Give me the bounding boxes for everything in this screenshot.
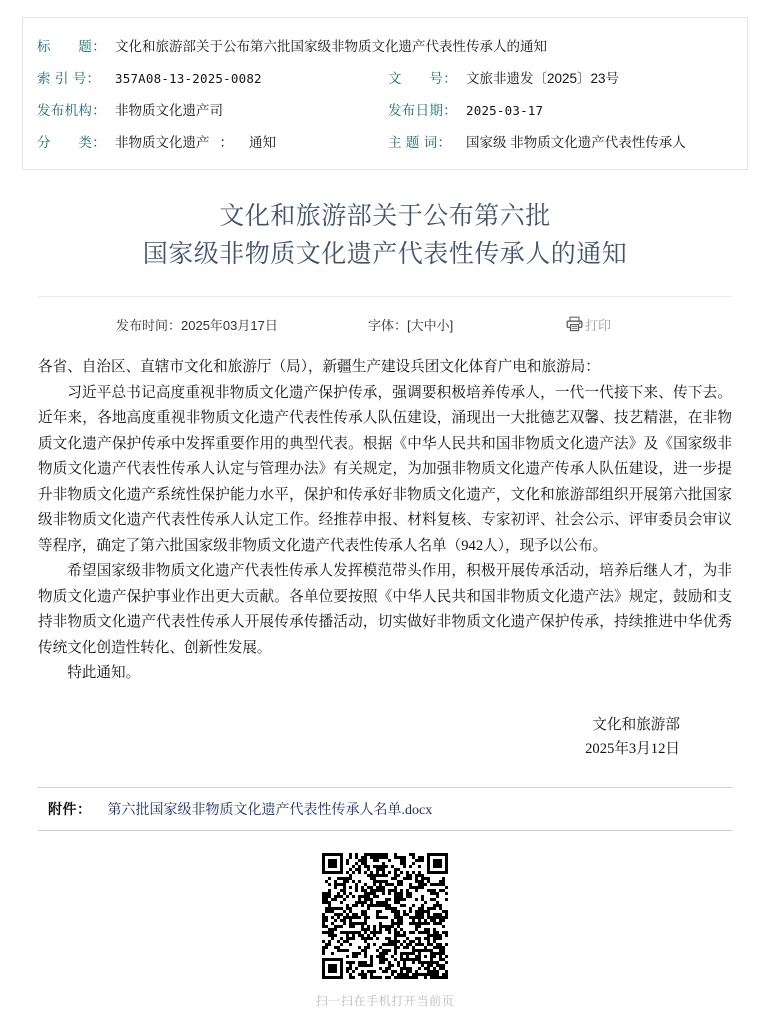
document-page: [0, 17, 770, 1008]
page-title-line-2: 国家级非物质文化遗产代表性传承人的通知: [142, 241, 628, 268]
metadata-category-primary: 非物质文化遗产: [115, 135, 210, 150]
page-title: [65, 198, 705, 274]
article-salutation: 各省、自治区、直辖市文化和旅游厅（局），新疆生产建设兵团文化体育广电和旅游局：: [38, 359, 600, 375]
metadata-row-agency: [23, 93, 747, 125]
metadata-label-title: 标 题：: [37, 39, 106, 54]
document-signature: [38, 713, 732, 761]
metadata-label-publish-date: 发布日期：: [388, 103, 457, 118]
page-title-line-1: 文化和旅游部关于公布第六批: [219, 203, 551, 230]
metadata-cell-issuing-agency: [23, 99, 378, 119]
article-paragraph-3: 特此通知。: [67, 665, 141, 681]
document-metadata-table: [22, 17, 748, 170]
metadata-value-issuing-agency: 非物质文化遗产司: [115, 103, 223, 118]
font-size-small-button[interactable]: 小: [436, 317, 450, 333]
metadata-label-category: 分 类：: [37, 135, 106, 150]
metadata-label-document-number: 文 号：: [388, 71, 457, 86]
metadata-value-category: [115, 131, 276, 151]
metadata-cell-category: [23, 131, 378, 151]
signature-date: 2025年3月12日: [585, 740, 680, 757]
metadata-cell-publish-date: [378, 99, 733, 119]
font-size-large-button[interactable]: 大: [410, 317, 424, 333]
metadata-value-title: 文化和旅游部关于公布第六批国家级非物质文化遗产代表性传承人的通知: [115, 39, 547, 54]
metadata-cell-subject-keywords: [378, 131, 733, 151]
title-divider: [38, 296, 732, 297]
qr-code-image: [322, 853, 448, 979]
metadata-cell-document-number: [378, 67, 733, 87]
metadata-value-subject-keywords: 国家级 非物质文化遗产代表性传承人: [466, 135, 686, 150]
attachment-row: [38, 799, 732, 819]
metadata-value-index-number: 357A08-13-2025-0082: [115, 71, 262, 86]
qr-caption: 扫一扫在手机打开当前页: [315, 993, 455, 1008]
metadata-row-index: [23, 61, 747, 93]
article-paragraph-2: 希望国家级非物质文化遗产代表性传承人发挥模范带头作用，积极开展传承活动，培养后继人才，为非物质文化遗产保护事业作出更大贡献。各单位要按照《中华人民共和国非物质文化遗产法》规定，鼓励和支持非物质文化遗产代表性传承人开展传承传播活动，切实做好非物质文化遗产保护传承，持续推进中华优秀传统文化创造性转化、创新性发展。: [38, 563, 732, 656]
metadata-label-index-number: 索 引 号：: [37, 71, 101, 86]
metadata-value-publish-date: 2025-03-17: [466, 103, 544, 118]
metadata-label-issuing-agency: 发布机构：: [37, 103, 106, 118]
metadata-cell-title: [23, 35, 747, 55]
article-body: [38, 355, 732, 687]
publish-time-text: 发布时间：2025年03月17日: [116, 317, 278, 333]
font-size-label: 字体：[: [368, 317, 411, 333]
attachment-section: [38, 787, 732, 831]
metadata-label-subject-keywords: 主 题 词：: [388, 135, 452, 150]
qr-section: [0, 853, 770, 1009]
metadata-category-secondary: 通知: [249, 135, 276, 150]
font-size-control: [368, 315, 518, 334]
metadata-row-title: [23, 29, 747, 61]
metadata-category-separator: ：: [219, 135, 233, 150]
print-button-label: 打印: [585, 317, 612, 333]
metadata-cell-index-number: [23, 67, 378, 87]
attachment-label: 附件：: [48, 802, 92, 818]
printer-icon: [566, 316, 583, 332]
font-size-medium-button[interactable]: 中: [423, 317, 437, 333]
metadata-row-category: [23, 125, 747, 157]
font-size-label-close: ]: [449, 317, 454, 333]
print-button[interactable]: [566, 315, 611, 334]
article-paragraph-1: 习近平总书记高度重视非物质文化遗产保护传承，强调要积极培养传承人，一代一代接下来、传下去。近年来，各地高度重视非物质文化遗产代表性传承人队伍建设，涌现出一大批德艺双馨、技艺精湛，在非物质文化遗产保护传承中发挥重要作用的典型代表。根据《中华人民共和国非物质文化遗产法》及《国家级非物质文化遗产代表性传承人认定与管理办法》有关规定，为加强非物质文化遗产传承人队伍建设，进一步提升非物质文化遗产系统性保护能力水平，保护和传承好非物质文化遗产，文化和旅游部组织开展第六批国家级非物质文化遗产代表性传承人认定工作。经推荐申报、材料复核、专家初评、社会公示、评审委员会审议等程序，确定了第六批国家级非物质文化遗产代表性传承人名单（942人），现予以公布。: [38, 384, 732, 554]
attachment-file-link[interactable]: 第六批国家级非物质文化遗产代表性传承人名单.docx: [107, 802, 433, 818]
signature-organization: 文化和旅游部: [592, 716, 680, 733]
metadata-value-document-number: 文旅非遗发〔2025〕23号: [466, 71, 620, 86]
article-info-bar: [38, 311, 732, 337]
